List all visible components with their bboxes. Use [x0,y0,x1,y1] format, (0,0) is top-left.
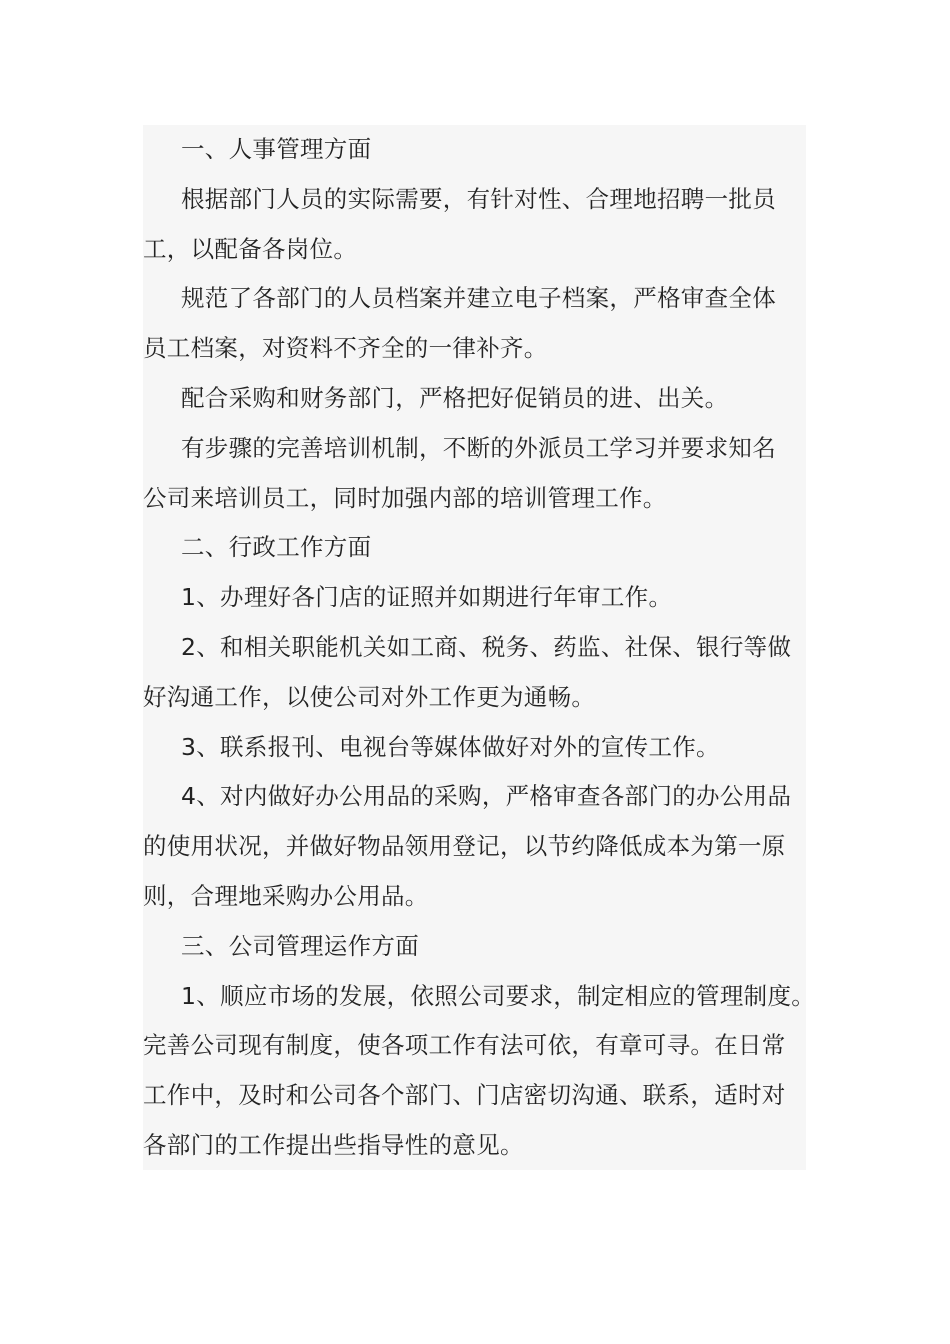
paragraph: 根据部门人员的实际需要，有针对性、合理地招聘一批员 工，以配备各岗位。 [143,184,776,263]
paragraph: 有步骤的完善培训机制，不断的外派员工学习并要求知名 公司来培训员工，同时加强内部的培训管理工作。 [143,433,776,512]
paragraph: 3、联系报刊、电视台等媒体做好对外的宣传工作。 [181,732,720,761]
paragraph: 1、顺应市场的发展，依照公司要求，制定相应的管理制度。 完善公司现有制度，使各项工作有法可依，有章可寻。在日常 工作中，及时和公司各个部门、门店密切沟通、联系，适时对 各部门的工作提出些指导性的意见。 [143,981,816,1159]
paragraph: 1、办理好各门店的证照并如期进行年审工作。 [181,583,673,612]
section-heading-administration: 二、行政工作方面 [181,533,372,562]
paragraph: 规范了各部门的人员档案并建立电子档案，严格审查全体 员工档案，对资料不齐全的一律补齐。 [143,284,776,363]
paragraph: 4、对内做好办公用品的采购，严格审查各部门的办公用品 的使用状况，并做好物品领用登记，以节约降低成本为第一原 则，合理地采购办公用品。 [143,782,792,910]
paragraph: 2、和相关职能机关如工商、税务、药监、社保、银行等做 好沟通工作，以使公司对外工作更为通畅。 [143,632,792,711]
section-heading-operations: 三、公司管理运作方面 [181,931,419,960]
document-body [143,125,833,1171]
paragraph: 配合采购和财务部门，严格把好促销员的进、出关。 [181,383,729,412]
section-heading-personnel: 一、人事管理方面 [181,135,372,163]
